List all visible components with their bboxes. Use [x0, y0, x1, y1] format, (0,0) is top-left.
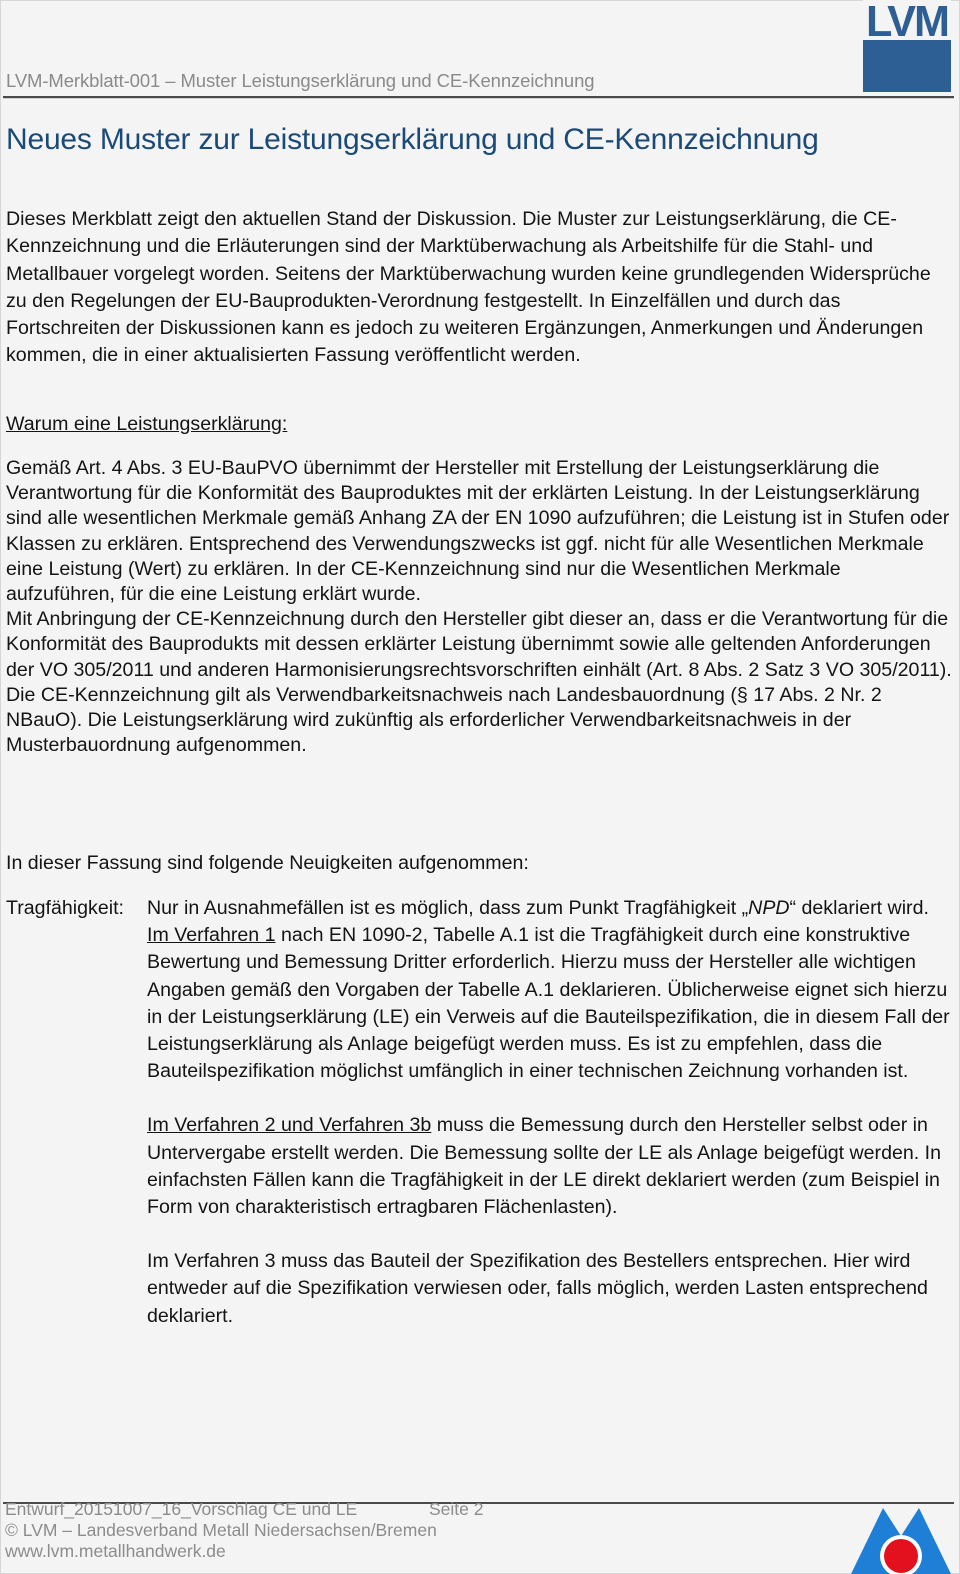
verfahren-3-paragraph: Im Verfahren 3 muss das Bauteil der Spezifikation des Bestellers entsprechen. Hier wird entweder auf die Spezifikation verwiesen oder, falls möglich, werden Lasten entsprechend deklariert.	[147, 1250, 928, 1327]
page-title: Neues Muster zur Leistungserklärung und CE-Kennzeichnung	[6, 123, 819, 156]
warum-paragraph-3: Die CE-Kennzeichnung gilt als Verwendbarkeitsnachweis nach Landesbauordnung (§ 17 Abs. 2 Nr. 2 NBauO). Die Leistungserklärung wird zukünftig als erforderlicher Verwendbarkeitsnachweis in der Musterbauordnung aufgenommen.	[6, 683, 882, 757]
neuigkeiten-intro: In dieser Fassung sind folgende Neuigkeiten aufgenommen:	[6, 852, 529, 874]
npd-text-post: “ deklariert wird.	[789, 897, 929, 919]
warum-section	[6, 456, 954, 758]
npd-text-pre: Nur in Ausnahmefällen ist es möglich, dass zum Punkt Tragfähigkeit „	[147, 897, 749, 919]
footer-copyright: © LVM – Landesverband Metall Niedersachsen/Bremen	[5, 1520, 437, 1540]
verfahren-1-paragraph	[147, 922, 953, 1085]
tragfaehigkeit-label: Tragfähigkeit:	[6, 897, 124, 919]
footer-row-1	[5, 1499, 484, 1520]
verfahren-1-heading: Im Verfahren 1	[147, 924, 276, 947]
tragfaehigkeit-body	[147, 895, 953, 1330]
verfahren-2-paragraph	[147, 1112, 953, 1221]
verfahren-2-heading: Im Verfahren 2 und Verfahren 3b	[147, 1114, 432, 1137]
intro-paragraph: Dieses Merkblatt zeigt den aktuellen Stand der Diskussion. Die Muster zur Leistungserklärung, die CE-Kennzeichnung und die Erläuterungen sind der Marktüberwachung als Arbeitshilfe für die Stahl- und Metallbauer vorgelegt worden. Seitens der Marktüberwachung wurden keine grundlegenden Widersprüche zu den Regelungen der EU-Bauprodukten-Verordnung festgestellt. In Einzelfällen und durch das Fortschreiten der Diskussionen kann es jedoch zu weiteren Ergänzungen, Anmerkungen und Änderungen kommen, die in einer aktualisierten Fassung veröffentlicht werden.	[6, 208, 931, 367]
metall-m-logo-icon	[851, 1504, 951, 1574]
warum-paragraph-1: Gemäß Art. 4 Abs. 3 EU-BauPVO übernimmt der Hersteller mit Erstellung der Leistungserklärung die Verantwortung für die Konformität des Bauproduktes mit der erklärten Leistung. In der Leistungserklärung sind alle wesentlichen Merkmale gemäß Anhang ZA der EN 1090 aufzuführen; die Leistung ist in Stufen oder Klassen zu erklären. Entsprechend des Verwendungszwecks ist ggf. nicht für alle Wesentlichen Merkmale eine Leistung (Wert) zu erklären. In der CE-Kennzeichnung sind nur die Wesentlichen Merkmale aufzuführen, für die eine Leistung erklärt wurde.	[6, 457, 950, 606]
header-divider-shadow	[3, 98, 954, 99]
lvm-logo-text: LVM	[866, 0, 948, 46]
footer-website: www.lvm.metallhandwerk.de	[5, 1541, 226, 1561]
document-header-label: LVM-Merkblatt-001 – Muster Leistungserklärung und CE-Kennzeichnung	[6, 70, 595, 91]
footer-page-number: Seite 2	[429, 1499, 484, 1519]
npd-term: NPD	[748, 897, 790, 919]
footer	[5, 1499, 484, 1562]
section-heading-warum: Warum eine Leistungserklärung:	[6, 413, 288, 435]
verfahren-2-text: muss die Bemessung durch den Hersteller selbst oder in Untervergabe erstellt werden. Die Bemessung sollte der LE als Anlage beigefügt werden. In einfachsten Fällen kann die Tragfähigkeit in der LE direkt deklariert werden (zum Beispiel in Form von charakteristisch ertragbaren Flächenlasten).	[147, 1114, 942, 1219]
footer-draft-name: Entwurf_20151007_16_Vorschlag CE und LE	[5, 1499, 358, 1519]
npd-paragraph	[147, 895, 953, 922]
warum-paragraph-2: Mit Anbringung der CE-Kennzeichnung durch den Hersteller gibt dieser an, dass er die Verantwortung für die Konformität des Bauprodukts mit dessen erklärter Leistung übernimmt sowie alle geltenden Anforderungen der VO 305/2011 und anderen Harmonisierungsrechtsvorschriften einhält (Art. 8 Abs. 2 Satz 3 VO 305/2011).	[6, 608, 952, 681]
lvm-logo-letters	[863, 0, 951, 46]
verfahren-1-text: nach EN 1090-2, Tabelle A.1 ist die Tragfähigkeit durch eine konstruktive Bewertung und Bemessung Dritter erforderlich. Hierzu muss der Hersteller alle wichtigen Angaben gemäß den Vorgaben der Tabelle A.1 deklarieren. Üblicherweise eignet sich hierzu in der Leistungserklärung (LE) ein Verweis auf die Bauteilspezifikation, die in diesem Fall der Leistungserklärung als Anlage beigefügt werden muss. Es ist zu empfehlen, dass die Bauteilspezifikation möglichst umfänglich in einer technischen Zeichnung vorhanden ist.	[147, 924, 950, 1083]
lvm-logo	[863, 0, 951, 92]
